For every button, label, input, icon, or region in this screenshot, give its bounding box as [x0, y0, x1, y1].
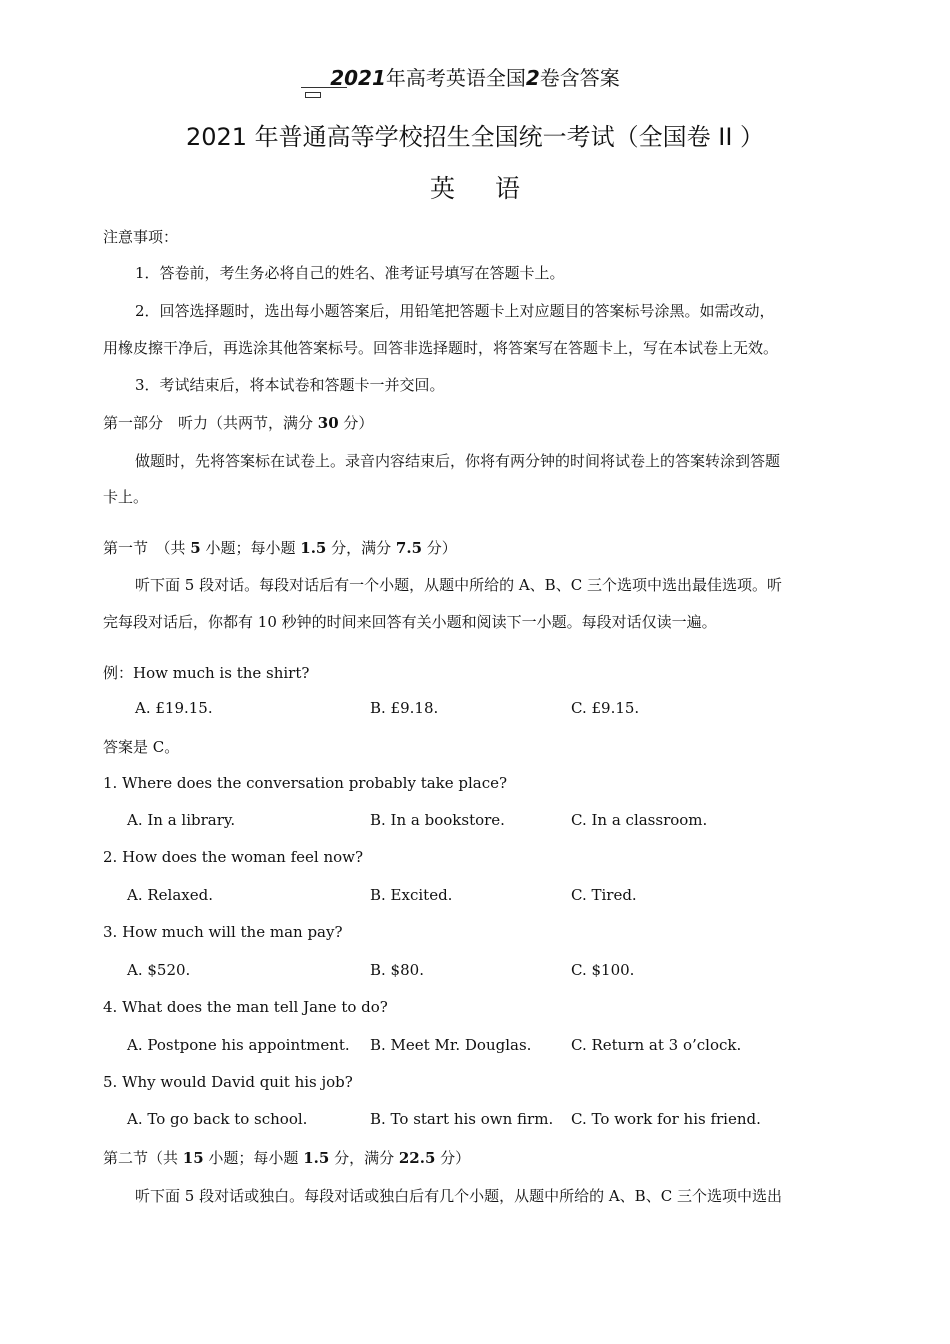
example-question: 例：How much is the shirt? [103, 664, 310, 682]
section2-heading [103, 1147, 470, 1168]
s2-h-total: 22.5 [398, 1149, 436, 1167]
s1-h-d: 分） [422, 539, 457, 557]
s2-h-b: 小题；每小题 [203, 1149, 304, 1167]
notes-heading: 注意事项： [103, 228, 179, 246]
s2-h-a: 第二节（共 [103, 1149, 183, 1167]
header-title-rest: 年高考英语全国 [385, 66, 526, 90]
subject-title: 英语 [429, 174, 560, 203]
s2-h-d: 分） [435, 1149, 471, 1167]
part1-intro-a: 做题时，先将答案标在试卷上。录音内容结束后，你将有两分钟的时间将试卷上的答案转涂到答题 [135, 452, 781, 470]
exam-title: 2021 年普通高等学校招生全国统一考试（全国卷 II ） [185, 123, 765, 151]
q5-option-c: C. To work for his friend. [571, 1110, 761, 1128]
s1-h-c: 分，满分 [326, 539, 396, 557]
note-1: 1．答卷前，考生务必将自己的姓名、准考证号填写在答题卡上。 [135, 264, 565, 282]
header-box-mark [305, 92, 321, 98]
question-1: 1. Where does the conversation probably take place? [103, 774, 508, 792]
question-5: 5. Why would David quit his job? [103, 1073, 353, 1091]
note-2b: 用橡皮擦干净后，再选涂其他答案标号。回答非选择题时，将答案写在答题卡上，写在本试卷上无效。 [103, 339, 779, 357]
q1-option-b: B. In a bookstore. [370, 811, 505, 829]
section1-intro-a: 听下面 5 段对话。每段对话后有一个小题，从题中所给的 A、B、C 三个选项中选出最佳选项。听 [135, 576, 782, 594]
q2-option-a: A. Relaxed. [127, 886, 213, 904]
header-underline [301, 87, 347, 88]
example-option-a: A. £19.15. [135, 699, 213, 717]
example-option-c: C. £9.15. [571, 699, 640, 717]
example-option-b: B. £9.18. [370, 699, 439, 717]
s1-h-n: 5 [190, 539, 201, 557]
header-year: 2021 [330, 66, 386, 90]
question-2: 2. How does the woman feel now? [103, 848, 364, 866]
q4-option-b: B. Meet Mr. Douglas. [370, 1036, 532, 1054]
part1-score: 30 [317, 414, 339, 432]
question-4: 4. What does the man tell Jane to do? [103, 998, 388, 1016]
q2-option-c: C. Tired. [571, 886, 637, 904]
q2-option-b: B. Excited. [370, 886, 453, 904]
part1-heading [103, 412, 373, 433]
part1-heading-b: 分） [338, 414, 374, 432]
header-title-end: 卷含答案 [539, 66, 620, 90]
note-3: 3．考试结束后，将本试卷和答题卡一并交回。 [135, 376, 445, 394]
section2-intro: 听下面 5 段对话或独白。每段对话或独白后有几个小题，从题中所给的 A、B、C 三个选项中选出 [135, 1187, 782, 1205]
document-header [0, 62, 950, 91]
s2-h-n: 15 [182, 1149, 204, 1167]
section1-intro-b: 完每段对话后，你都有 10 秒钟的时间来回答有关小题和阅读下一小题。每段对话仅读一遍。 [103, 613, 717, 631]
header-volume: 2 [525, 66, 540, 90]
s1-h-b: 小题；每小题 [200, 539, 301, 557]
question-3: 3. How much will the man pay? [103, 923, 343, 941]
s1-h-total: 7.5 [395, 539, 423, 557]
q3-option-a: A. $520. [127, 961, 191, 979]
note-2a: 2．回答选择题时，选出每小题答案后，用铅笔把答题卡上对应题目的答案标号涂黑。如需改动， [135, 302, 775, 320]
part1-heading-a: 第一部分 听力（共两节，满分 [103, 414, 318, 432]
q3-option-b: B. $80. [370, 961, 424, 979]
q4-option-a: A. Postpone his appointment. [127, 1036, 350, 1054]
example-answer: 答案是 C。 [103, 738, 180, 756]
s2-h-each: 1.5 [303, 1149, 330, 1167]
q3-option-c: C. $100. [571, 961, 635, 979]
s1-h-a: 第一节 （共 [103, 539, 191, 557]
q1-option-c: C. In a classroom. [571, 811, 708, 829]
q4-option-c: C. Return at 3 o’clock. [571, 1036, 742, 1054]
part1-intro-b: 卡上。 [103, 488, 149, 506]
q1-option-a: A. In a library. [127, 811, 236, 829]
s1-h-each: 1.5 [300, 539, 327, 557]
q5-option-b: B. To start his own firm. [370, 1110, 554, 1128]
q5-option-a: A. To go back to school. [127, 1110, 308, 1128]
s2-h-c: 分，满分 [329, 1149, 399, 1167]
section1-heading [103, 537, 457, 558]
